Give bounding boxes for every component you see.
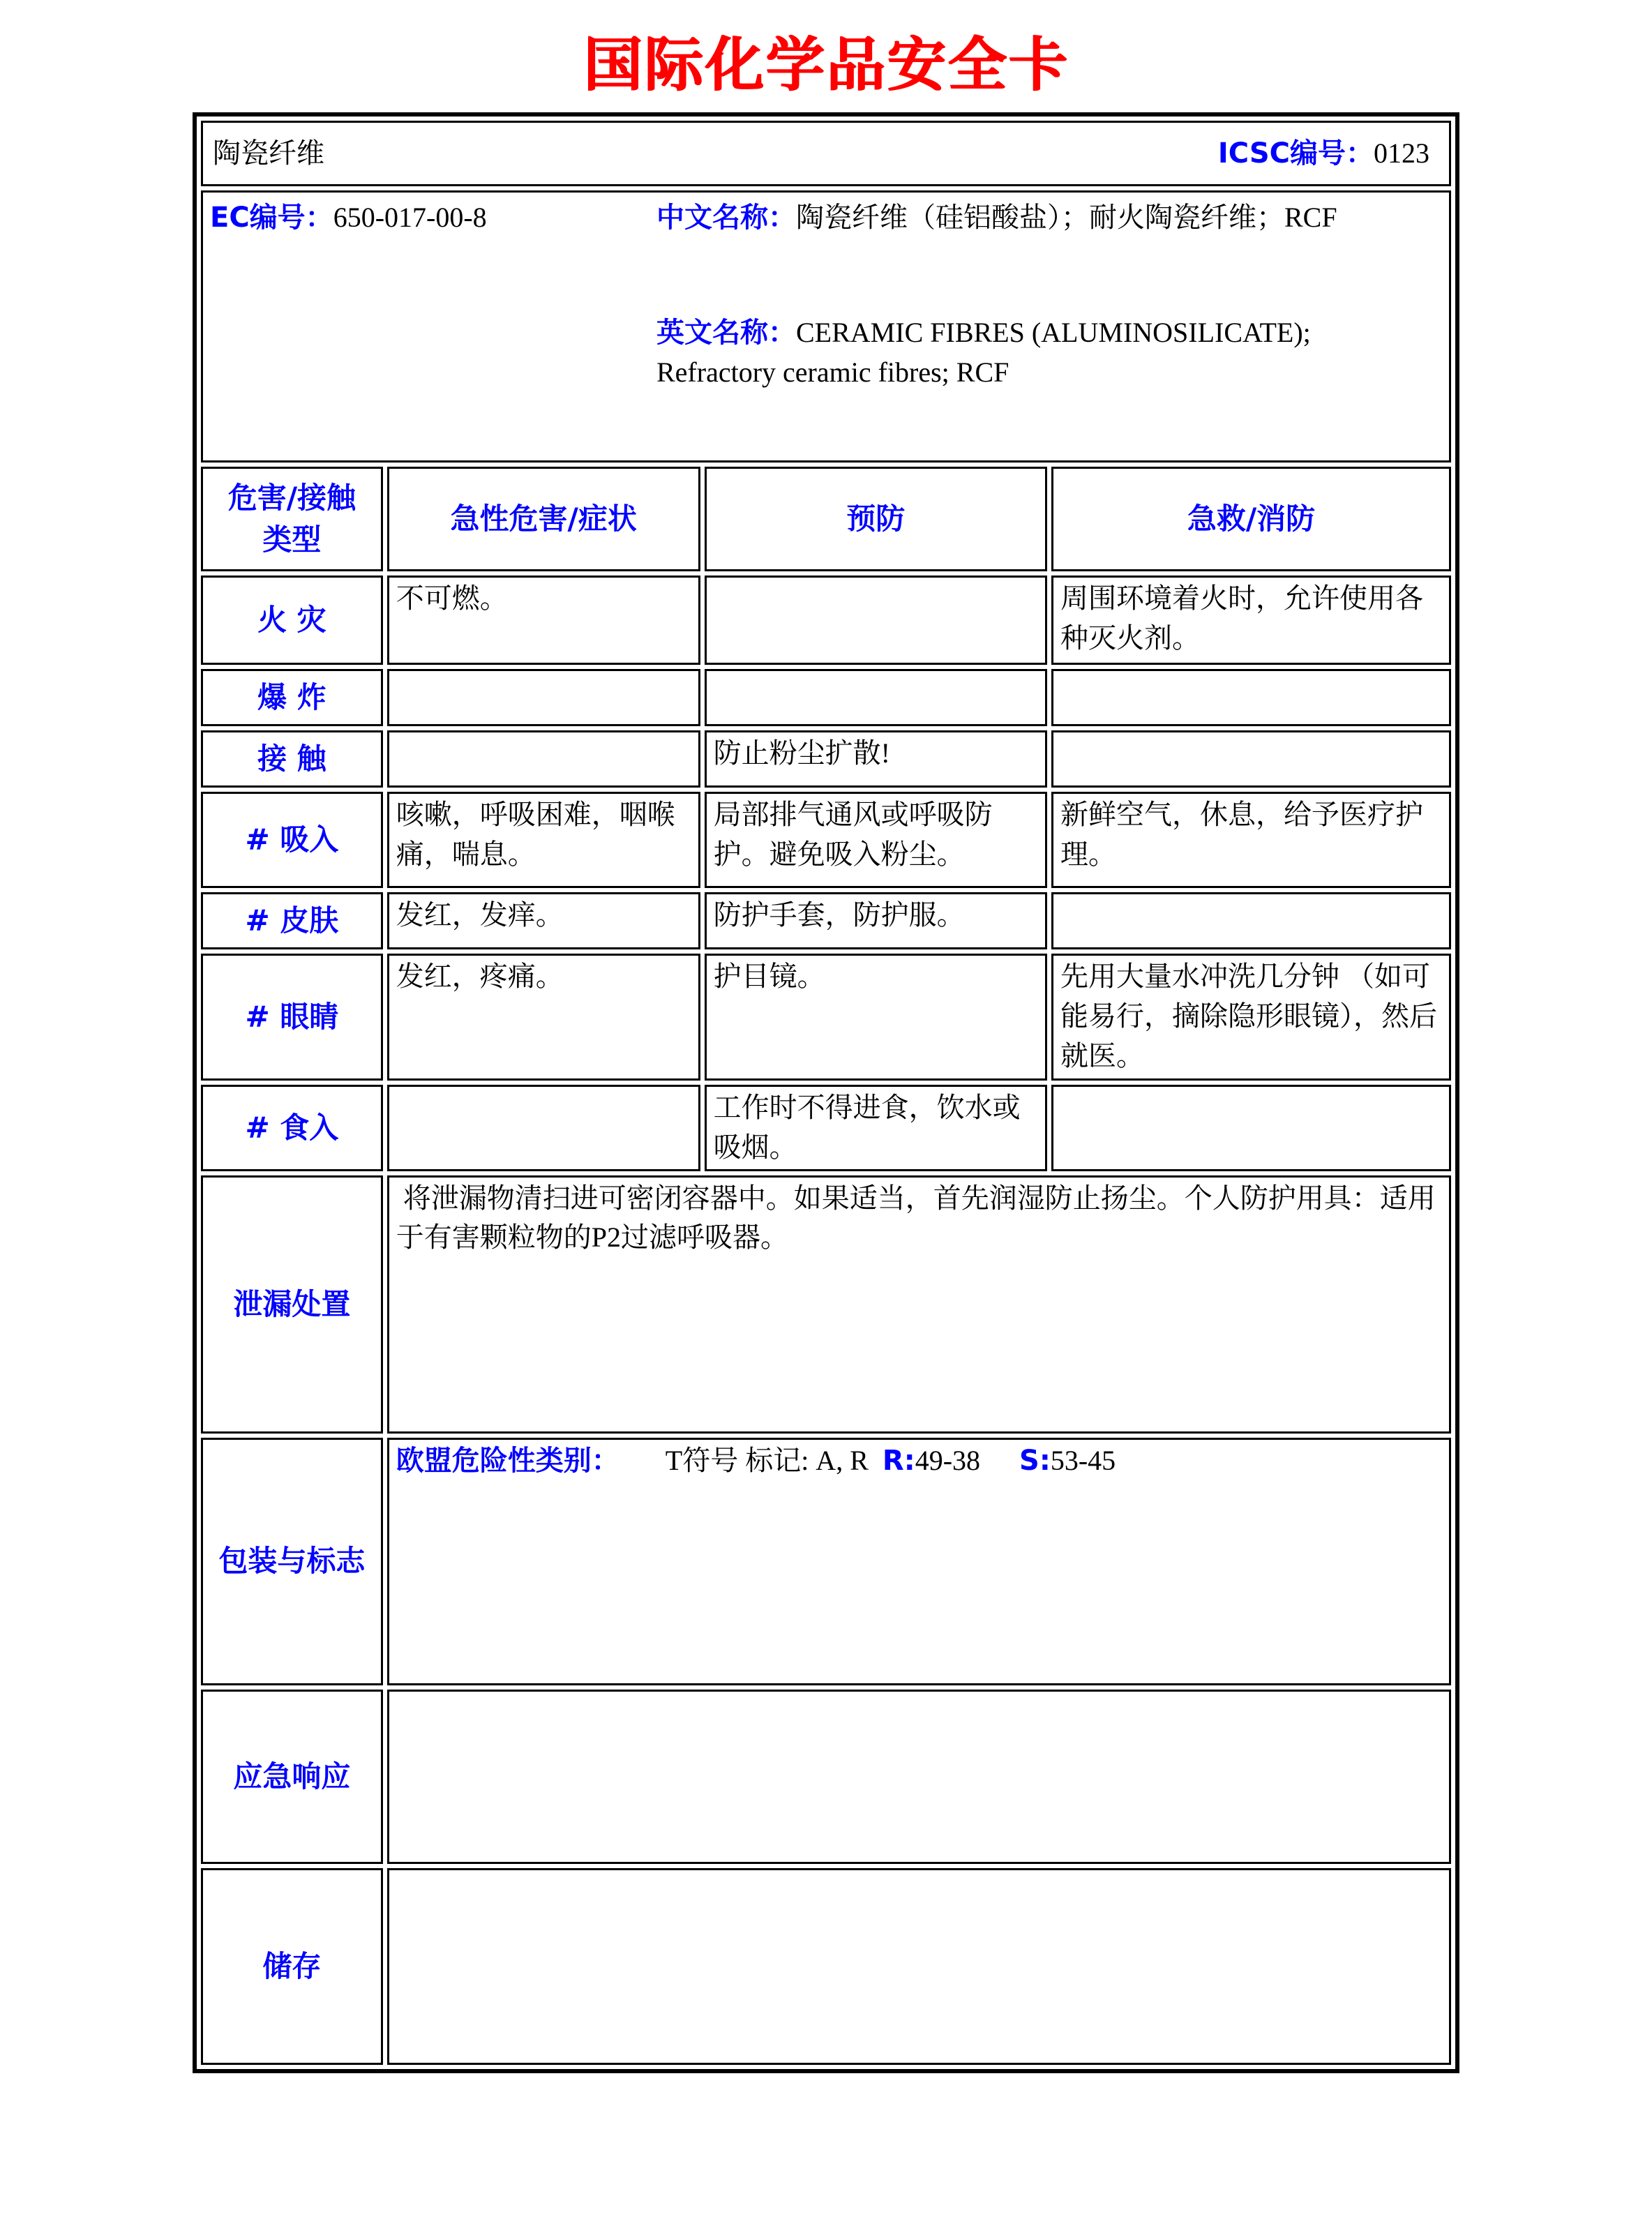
row-contact-prevention: 防止粉尘扩散! bbox=[705, 730, 1047, 788]
substance-cell bbox=[201, 121, 1451, 186]
eu-class-label: 欧盟危险性类别： bbox=[396, 1444, 620, 1477]
icsc-number-label: ICSC编号： bbox=[1217, 137, 1374, 170]
row-ingestion-symptoms bbox=[387, 1085, 700, 1171]
ec-number-value: 650-017-00-8 bbox=[333, 202, 487, 233]
row-explosion-label: 爆 炸 bbox=[201, 669, 383, 726]
row-contact-label: 接 触 bbox=[201, 730, 383, 788]
row-storage bbox=[201, 1868, 1451, 2065]
names-row bbox=[201, 190, 1451, 463]
ec-number-label: EC编号： bbox=[210, 202, 333, 234]
row-fire-label: 火 灾 bbox=[201, 576, 383, 665]
row-inhalation-first-aid: 新鲜空气，休息，给予医疗护理。 bbox=[1051, 792, 1451, 888]
row-explosion-prevention bbox=[705, 669, 1047, 726]
col-header-prevention: 预防 bbox=[705, 467, 1047, 571]
row-fire bbox=[201, 576, 1451, 665]
icsc-card-table bbox=[193, 112, 1459, 2073]
row-storage-label: 储存 bbox=[201, 1868, 383, 2065]
r-phrase-label: R: bbox=[882, 1444, 915, 1477]
row-skin-label: # 皮肤 bbox=[201, 892, 383, 949]
en-name-block bbox=[656, 313, 1368, 393]
s-phrase-value: 53-45 bbox=[1050, 1444, 1116, 1476]
cn-name-value: 陶瓷纤维（硅铝酸盐）；耐火陶瓷纤维；RCF bbox=[796, 202, 1337, 233]
row-emergency-label: 应急响应 bbox=[201, 1690, 383, 1864]
col-header-type-line2: 类型 bbox=[262, 522, 322, 557]
row-contact-symptoms bbox=[387, 730, 700, 788]
cn-name-block bbox=[656, 198, 1368, 238]
row-contact-first-aid bbox=[1051, 730, 1451, 788]
col-header-symptoms: 急性危害/症状 bbox=[387, 467, 700, 571]
substance-name: 陶瓷纤维 bbox=[213, 137, 324, 169]
row-spillage bbox=[201, 1175, 1451, 1434]
row-packaging-label: 包装与标志 bbox=[201, 1438, 383, 1685]
row-eyes bbox=[201, 954, 1451, 1081]
row-ingestion-first-aid bbox=[1051, 1085, 1451, 1171]
names-cell bbox=[201, 190, 1451, 463]
row-fire-symptoms: 不可燃。 bbox=[387, 576, 700, 665]
substance-row bbox=[201, 121, 1451, 186]
cn-name-label: 中文名称： bbox=[656, 202, 796, 234]
row-ingestion-label: # 食入 bbox=[201, 1085, 383, 1171]
row-eyes-prevention: 护目镜。 bbox=[705, 954, 1047, 1081]
row-fire-prevention bbox=[705, 576, 1047, 665]
row-skin bbox=[201, 892, 1451, 949]
col-header-type-line1: 危害/接触 bbox=[227, 481, 356, 516]
r-phrase-value: 49-38 bbox=[915, 1444, 981, 1476]
eu-class-value: T符号 标记: A, R bbox=[665, 1444, 869, 1476]
row-emergency-content bbox=[387, 1690, 1451, 1864]
chemical-names bbox=[656, 194, 1368, 392]
row-eyes-label: # 眼睛 bbox=[201, 954, 383, 1081]
row-contact bbox=[201, 730, 1451, 788]
row-spillage-content: 将泄漏物清扫进可密闭容器中。如果适当，首先润湿防止扬尘。个人防护用具：适用于有害颗粒物的P2过滤呼吸器。 bbox=[387, 1175, 1451, 1434]
row-packaging-content bbox=[387, 1438, 1451, 1685]
row-packaging bbox=[201, 1438, 1451, 1685]
row-storage-content bbox=[387, 1868, 1451, 2065]
en-name-label: 英文名称： bbox=[656, 316, 796, 349]
row-skin-prevention: 防护手套，防护服。 bbox=[705, 892, 1047, 949]
row-explosion-symptoms bbox=[387, 669, 700, 726]
row-explosion bbox=[201, 669, 1451, 726]
ec-number-group bbox=[210, 194, 656, 238]
row-eyes-symptoms: 发红，疼痛。 bbox=[387, 954, 700, 1081]
icsc-number-group bbox=[1218, 134, 1429, 174]
col-header-type bbox=[201, 467, 383, 571]
row-ingestion-prevention: 工作时不得进食，饮水或吸烟。 bbox=[705, 1085, 1047, 1171]
row-inhalation-label: # 吸入 bbox=[201, 792, 383, 888]
row-ingestion bbox=[201, 1085, 1451, 1171]
row-emergency bbox=[201, 1690, 1451, 1864]
en-name-value: CERAMIC FIBRES (ALUMINOSILICATE); Refractory ceramic fibres; RCF bbox=[656, 316, 1311, 388]
row-skin-first-aid bbox=[1051, 892, 1451, 949]
page-title: 国际化学品安全卡 bbox=[583, 31, 1069, 99]
icsc-number-value: 0123 bbox=[1374, 137, 1429, 169]
s-phrase-label: S: bbox=[1019, 1444, 1051, 1477]
row-explosion-first-aid bbox=[1051, 669, 1451, 726]
row-inhalation bbox=[201, 792, 1451, 888]
row-fire-first-aid: 周围环境着火时，允许使用各种灭火剂。 bbox=[1051, 576, 1451, 665]
row-eyes-first-aid: 先用大量水冲洗几分钟 （如可能易行，摘除隐形眼镜），然后就医。 bbox=[1051, 954, 1451, 1081]
row-inhalation-prevention: 局部排气通风或呼吸防护。避免吸入粉尘。 bbox=[705, 792, 1047, 888]
row-inhalation-symptoms: 咳嗽，呼吸困难，咽喉痛，喘息。 bbox=[387, 792, 700, 888]
hazard-header-row bbox=[201, 467, 1451, 571]
col-header-first-aid: 急救/消防 bbox=[1051, 467, 1451, 571]
row-skin-symptoms: 发红，发痒。 bbox=[387, 892, 700, 949]
row-spillage-label: 泄漏处置 bbox=[201, 1175, 383, 1434]
